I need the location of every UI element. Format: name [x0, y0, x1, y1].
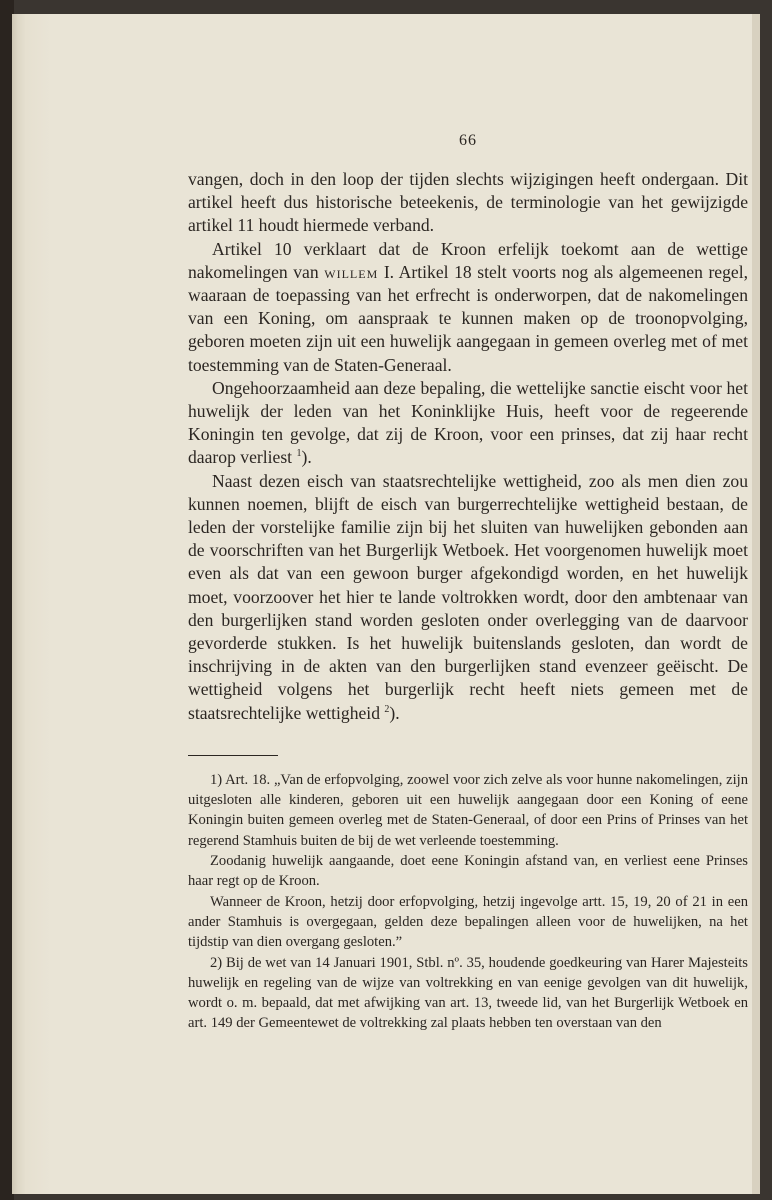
- footnote: 1) Art. 18. „Van de erfopvolging, zoowel voor zich zelve als voor hunne nakomelingen, zijn uitgesloten alle kinderen, geboren uit een huwelijk aangegaan door een Koning of eene Koningin buiten gemeen overleg met de Staten-Generaal, of door een Prins of Prinses van het regerend Stamhuis buiten de bij de wet verleende toestemming.: [188, 771, 748, 849]
- paragraph: [188, 470, 748, 725]
- small-caps-name: willem: [324, 261, 379, 282]
- paragraph-text: Ongehoorzaamheid aan deze bepaling, die wettelijke sanctie eischt voor het huwelijk der leden van het Koninklijke Huis, heeft voor de regeerende Koningin ten gevolge, dat zij de Kroon, voor een prinses, dat zij haar recht daarop verliest: [188, 377, 748, 468]
- paragraph-text: Naast dezen eisch van staatsrechtelijke wettigheid, zoo als men dien zou kunnen noemen, blijft de eisch van burgerrechtelijke wettigheid bestaan, de leden der vorstelijke familie zijn bij het sluiten van huwelijken gebonden aan de voorschriften van het Burgerlijk Wetboek. Het voorgenomen huwelijk moet even als dat van een gewoon burger afgekondigd worden, en het huwelijk moet, voorzoover het hier te lande voltrokken wordt, door den ambtenaar van den burgerlijken stand worden gesloten onder overlegging van de daarvoor gevorderde stukken. Is het huwelijk buitenslands gesloten, dan wordt de inschrijving in de akten van den burgerlijken stand evenzeer geëischt. De wettigheid volgens het burgerlijk recht heeft niets gemeen met de staatsrechtelijke wettigheid: [188, 470, 748, 723]
- paragraph: vangen, doch in den loop der tijden slechts wijzigingen heeft ondergaan. Dit artikel heeft dus historische beteekenis, de terminologie van het gewijzigde artikel 11 houdt hiermede verband.: [188, 169, 748, 236]
- footnote: Wanneer de Kroon, hetzij door erfopvolging, hetzij ingevolge artt. 15, 19, 20 of 21 in een ander Stamhuis is overgegaan, gelden deze bepalingen alleen voor de huwelijken, na het tijdstip van dien overgang gesloten.”: [188, 893, 748, 951]
- paragraph: [188, 377, 748, 470]
- book-page: [12, 14, 760, 1194]
- footnote: 2) Bij de wet van 14 Januari 1901, Stbl. nº. 35, houdende goedkeuring van Harer Majesteits huwelijk en regeling van de wijze van voltrekking en van eenige gevolgen van dit huwelijk, wordt o. m. bepaald, dat met afwijking van art. 13, tweede lid, van het Burgerlijk Wetboek en art. 149 der Gemeentewet de voltrekking zal plaats hebben ten overstaan van den: [188, 954, 748, 1032]
- paragraph-text: ).: [389, 702, 400, 723]
- paragraph-text: I. Artikel 18 stelt voorts nog als algemeenen regel, waaraan de toepassing van het erfrecht is onderworpen, dat de nakomelingen van een Koning, om aanspraak te kunnen maken op de troonopvolging, geboren moeten zijn uit een huwelijk aangegaan in gemeen overleg met of met toestemming van de Staten-Generaal.: [188, 261, 749, 375]
- footnote-ref[interactable]: 2: [384, 703, 390, 715]
- page-number: 66: [459, 132, 477, 149]
- footnotes: [188, 770, 748, 1034]
- paragraph: [188, 238, 748, 377]
- paragraph-text: Artikel 10 verklaart dat de Kroon erfelijk toekomt aan de wettige nakomelingen van: [188, 238, 748, 282]
- footnote: Zoodanig huwelijk aangaande, doet eene Koningin afstand van, en verliest eene Prinses haar regt op de Kroon.: [188, 853, 748, 890]
- page-content: [188, 132, 748, 1034]
- page-gutter-edge: [12, 14, 52, 1194]
- footnote-divider: [188, 755, 278, 756]
- page-fore-edge: [752, 14, 760, 1194]
- body-text: [188, 168, 748, 725]
- paragraph-text: ).: [301, 447, 312, 468]
- footnote-ref[interactable]: 1: [296, 448, 302, 460]
